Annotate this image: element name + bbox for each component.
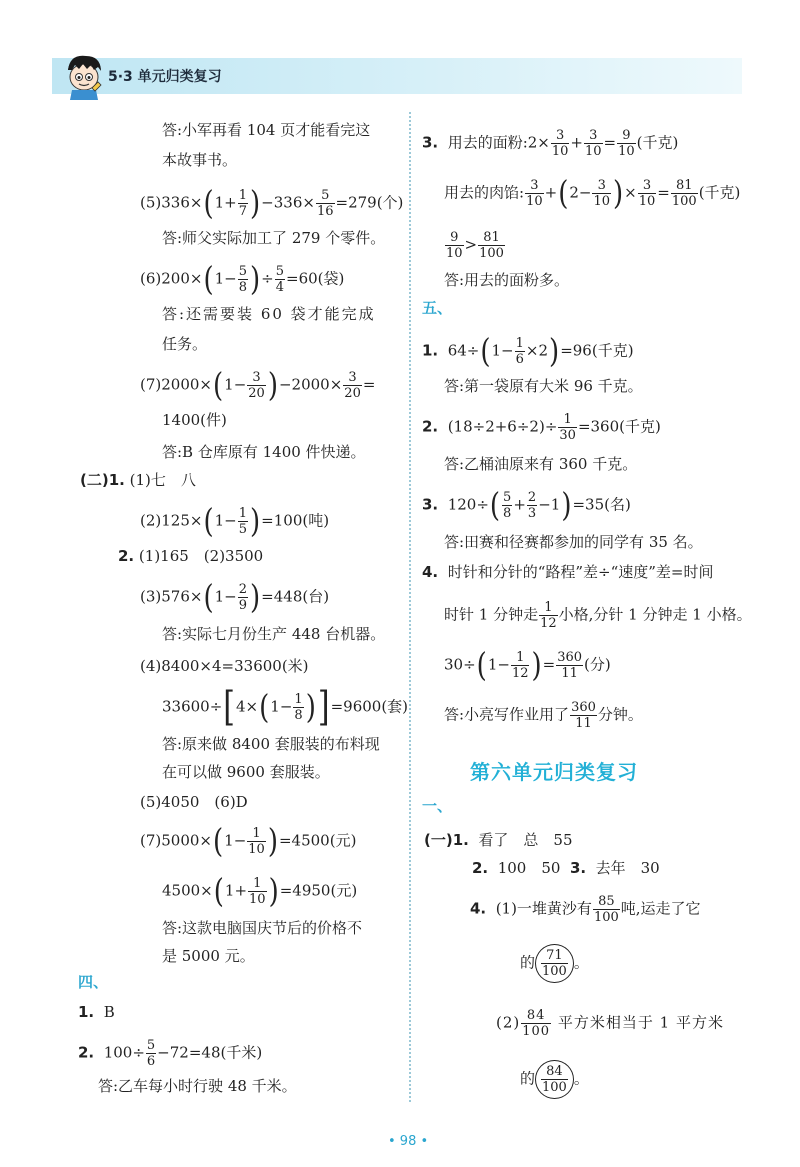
numerator: 3 — [343, 370, 362, 386]
numerator: 5 — [316, 188, 335, 204]
paren: ) — [268, 872, 279, 911]
circled-answer-2 — [520, 1060, 589, 1099]
denominator: 16 — [316, 204, 334, 219]
fraction — [502, 490, 512, 521]
denominator: 6 — [146, 1054, 156, 1069]
eq-text: 1− — [214, 269, 237, 288]
numerator: 1 — [248, 876, 267, 892]
clock-speed-line — [444, 600, 752, 631]
eq-text: =60(袋) — [286, 269, 345, 288]
fraction — [671, 178, 698, 209]
equation-5-4 — [444, 646, 611, 685]
equation-2-2-4b — [162, 683, 409, 731]
eq-text: B — [103, 1003, 115, 1021]
paren: ) — [531, 646, 542, 685]
answer-line: 任务。 — [162, 335, 208, 353]
fraction — [445, 230, 464, 261]
eq-text: + — [544, 183, 558, 202]
paren: ( — [476, 646, 487, 685]
equation-7 — [140, 366, 376, 405]
eq-text: × — [624, 183, 637, 202]
comparison — [444, 230, 506, 261]
fraction — [293, 692, 303, 723]
eq-text: 1− — [224, 375, 247, 394]
fraction — [247, 370, 266, 401]
eq-text: + — [513, 495, 526, 514]
eq-text: −336× — [261, 193, 315, 212]
eq-text: 时针和分针的“路程”差÷“速度”差=时间 — [447, 563, 714, 581]
numerator: 84 — [541, 1064, 568, 1080]
eq-text: 小格,分针 1 分钟走 1 小格。 — [558, 605, 752, 624]
eq-text: (2)125× — [140, 511, 203, 530]
denominator: 9 — [238, 598, 248, 613]
eq-text: = — [603, 133, 617, 152]
item-number: 2. — [422, 417, 439, 436]
denominator: 20 — [344, 386, 361, 401]
paren: ) — [305, 688, 316, 727]
numerator: 360 — [557, 650, 583, 665]
eq-text: 1− — [214, 511, 237, 530]
eq-text: = — [542, 655, 556, 674]
numerator: 1 — [247, 826, 266, 842]
eq-text: 。 — [573, 1069, 589, 1088]
eq-text: (千克) — [698, 183, 741, 202]
fraction — [551, 128, 570, 159]
equation-2-2-4: (4)8400×4=33600(米) — [140, 657, 309, 675]
denominator: 10 — [584, 144, 602, 159]
numerator: 1 — [515, 336, 524, 351]
answer-line: 是 5000 元。 — [162, 947, 255, 965]
denominator: 20 — [248, 386, 265, 401]
fraction — [556, 650, 583, 681]
page-number: • 98 • — [388, 1134, 429, 1149]
eq-text: =96(千克) — [560, 341, 634, 360]
answer-line: 本故事书。 — [162, 151, 238, 169]
eq-text: 看了 总 55 — [478, 831, 573, 849]
question-2-2 — [118, 546, 263, 566]
numerator: 1 — [558, 412, 577, 428]
item-number: (二)1. — [80, 471, 125, 489]
item-number: 3. — [422, 495, 439, 514]
numerator: 3 — [247, 370, 266, 386]
fraction — [316, 188, 335, 219]
eq-text: (1)165 (2)3500 — [138, 547, 264, 565]
paren: ( — [203, 578, 214, 617]
fraction — [146, 1038, 156, 1069]
item-number: 1. — [78, 1003, 95, 1021]
fraction — [527, 490, 537, 521]
denominator: 10 — [593, 194, 611, 209]
eq-text: =279(个) — [335, 193, 404, 212]
eq-text: 。 — [573, 953, 589, 972]
eq-text: 1+ — [224, 881, 248, 900]
eq-text: 100 50 — [497, 859, 561, 877]
eq-text: =4950(元) — [279, 881, 358, 900]
eq-text: 的 — [520, 953, 536, 972]
eq-text: 2− — [569, 183, 592, 202]
numerator: 5 — [146, 1038, 156, 1053]
fraction — [539, 600, 558, 631]
paren: ( — [213, 822, 224, 861]
denominator: 10 — [526, 194, 543, 209]
question-4-2 — [78, 1038, 262, 1069]
denominator: 100 — [542, 1080, 567, 1095]
answer-line: 答:师父实际加工了 279 个零件。 — [162, 229, 386, 247]
denominator: 8 — [238, 280, 248, 295]
paren: ) — [250, 184, 261, 223]
paren: ( — [259, 688, 270, 727]
answer-line: 答:B 仓库原有 1400 件快递。 — [162, 443, 366, 461]
numerator: 9 — [617, 128, 636, 144]
eq-text: 64÷ — [447, 341, 480, 360]
item-number: 4. — [470, 899, 487, 918]
eq-text: 用去的肉馅: — [444, 183, 525, 202]
numerator: 3 — [592, 178, 611, 194]
denominator: 11 — [561, 666, 578, 681]
paren: ( — [203, 502, 214, 541]
equation-2-2-7 — [140, 822, 357, 861]
numerator: 2 — [527, 490, 537, 505]
question-4-1 — [78, 1002, 115, 1022]
fraction — [593, 894, 620, 925]
equation-6 — [140, 260, 345, 299]
eq-text: = — [362, 375, 376, 394]
item-number: 2. — [472, 859, 489, 877]
paren: ( — [480, 332, 491, 371]
denominator: 11 — [575, 716, 592, 731]
numerator: 5 — [275, 264, 285, 279]
bracket: [ — [223, 683, 236, 731]
eq-text: 1− — [491, 341, 514, 360]
eq-text: 1− — [224, 831, 247, 850]
numerator: 1 — [238, 188, 248, 203]
eq-text: 答:小亮写作业用了 — [444, 705, 570, 724]
eq-text: =9600(套) — [330, 697, 409, 716]
denominator: 10 — [618, 144, 635, 159]
question-2-1 — [80, 470, 196, 490]
numerator: 1 — [294, 692, 303, 707]
denominator: 100 — [593, 910, 619, 925]
answer-circle — [535, 1060, 574, 1099]
eq-text: =448(台) — [261, 587, 330, 606]
answer-line — [444, 700, 643, 731]
eq-text: (7)2000× — [140, 375, 212, 394]
paren: ( — [213, 872, 224, 911]
paren: ) — [613, 174, 624, 213]
answer-line: 在可以做 9600 套服装。 — [162, 763, 330, 781]
item-number: 1. — [422, 341, 439, 360]
question-5-1 — [422, 332, 634, 371]
eq-text: 1− — [270, 697, 293, 716]
fraction — [592, 178, 611, 209]
paren: ) — [250, 578, 261, 617]
eq-text: −2000× — [278, 375, 343, 394]
question-6-1-1 — [424, 830, 573, 850]
answer-line: 答:小军再看 104 页才能看完这 — [162, 121, 371, 139]
denominator: 10 — [248, 842, 265, 857]
fraction — [558, 412, 577, 443]
answer-line: 答:实际七月份生产 448 台机器。 — [162, 625, 386, 643]
question-r3 — [422, 128, 678, 159]
denominator: 8 — [294, 708, 303, 723]
denominator: 100 — [542, 964, 567, 979]
eq-text: ÷ — [261, 269, 274, 288]
answer-line: 答:还需要装 60 袋才能完成 — [162, 305, 376, 323]
item-number: 3. — [569, 859, 587, 877]
fraction — [247, 826, 266, 857]
eq-text: (18÷2+6÷2)÷ — [447, 417, 558, 436]
column-divider — [409, 112, 411, 1102]
eq-text: 1− — [214, 587, 237, 606]
denominator: 7 — [238, 204, 248, 219]
equation-2-2-7b — [162, 872, 358, 911]
paren: ) — [250, 260, 261, 299]
circled-answer-1 — [520, 944, 589, 983]
eq-text: + — [570, 133, 583, 152]
fraction — [541, 1064, 568, 1095]
eq-text: 用去的面粉:2× — [447, 133, 550, 152]
numerator: 9 — [445, 230, 464, 246]
boy-mascot-icon — [58, 50, 108, 100]
eq-text: =100(吨) — [261, 511, 330, 530]
denominator: 10 — [638, 194, 656, 209]
eq-text: 30÷ — [444, 655, 476, 674]
fraction — [521, 1008, 551, 1039]
denominator: 4 — [275, 280, 285, 295]
paren: ( — [203, 184, 214, 223]
fraction — [638, 178, 657, 209]
eq-text: 时针 1 分钟走 — [444, 605, 539, 624]
paren: ( — [213, 366, 224, 405]
denominator: 100 — [671, 194, 697, 209]
eq-text: (1)一堆黄沙有 — [495, 899, 592, 918]
eq-text: (千克) — [636, 133, 679, 152]
question-6-1-4b — [496, 1008, 724, 1039]
eq-text: =4500(元) — [278, 831, 357, 850]
bracket: ] — [317, 683, 330, 731]
numerator: 360 — [571, 700, 596, 715]
item-number: 2. — [118, 547, 135, 565]
denominator: 30 — [559, 428, 576, 443]
denominator: 10 — [551, 144, 569, 159]
question-5-3 — [422, 486, 631, 525]
eq-text: −1 — [538, 495, 561, 514]
eq-text: 4× — [236, 697, 259, 716]
denominator: 12 — [511, 666, 529, 681]
numerator: 81 — [671, 178, 698, 194]
fraction — [570, 700, 597, 731]
section-5-heading: 五、 — [422, 299, 453, 317]
denominator: 100 — [479, 246, 504, 261]
paren: ) — [267, 822, 278, 861]
item-number: 4. — [422, 563, 439, 581]
numerator: 5 — [238, 264, 248, 279]
question-6-1-2 — [472, 858, 660, 878]
denominator: 10 — [446, 246, 463, 261]
answer-line: 答:田赛和径赛都参加的同学有 35 名。 — [444, 533, 703, 551]
eq-text: 吨,运走了它 — [620, 899, 701, 918]
item-number: (一)1. — [424, 831, 469, 849]
answer-line: 答:用去的面粉多。 — [444, 271, 570, 289]
eq-text: 33600÷ — [162, 697, 223, 716]
equation-meat — [444, 174, 741, 213]
answer-line: 答:原来做 8400 套服装的布料现 — [162, 735, 380, 753]
fraction — [275, 264, 285, 295]
numerator: 5 — [503, 490, 512, 505]
fraction — [617, 128, 636, 159]
fraction — [515, 336, 525, 367]
denominator: 100 — [522, 1024, 551, 1039]
equation-2-2-3 — [140, 578, 330, 617]
paren: ) — [267, 366, 278, 405]
eq-text: 的 — [520, 1069, 536, 1088]
answer-line: 答:这款电脑国庆节后的价格不 — [162, 919, 363, 937]
unit-6-title: 第六单元归类复习 — [470, 760, 638, 784]
header-title: 5·3 单元归类复习 — [108, 69, 222, 85]
numerator: 84 — [521, 1008, 551, 1024]
item-number: 3. — [422, 133, 439, 152]
numerator: 2 — [238, 582, 248, 597]
numerator: 3 — [551, 128, 570, 144]
fraction — [478, 230, 505, 261]
eq-text: > — [464, 235, 478, 254]
fraction — [511, 650, 530, 681]
fraction — [541, 948, 568, 979]
numerator: 3 — [525, 178, 544, 194]
answer-line: 答:第一袋原有大米 96 千克。 — [444, 377, 643, 395]
fraction — [584, 128, 603, 159]
eq-text: = — [657, 183, 670, 202]
numerator: 3 — [584, 128, 603, 144]
answer-line: 答:乙桶油原来有 360 千克。 — [444, 455, 638, 473]
answer-circle — [535, 944, 574, 983]
numerator: 1 — [539, 600, 558, 616]
eq-text: =360(千克) — [577, 417, 661, 436]
eq-text: (分) — [584, 655, 611, 674]
eq-text: (1)七 八 — [129, 471, 196, 489]
eq-text: 120÷ — [447, 495, 489, 514]
fraction — [248, 876, 267, 907]
denominator: 6 — [515, 352, 524, 367]
denominator: 3 — [527, 506, 537, 521]
eq-text: ×2 — [525, 341, 549, 360]
paren: ( — [203, 260, 214, 299]
item-number: 2. — [78, 1043, 95, 1062]
numerator: 1 — [238, 506, 248, 521]
denominator: 12 — [540, 616, 557, 631]
eq-text: =35(名) — [572, 495, 631, 514]
eq-text: 平方米相当于 1 平方米 — [557, 1013, 724, 1032]
denominator: 10 — [249, 892, 266, 907]
eq-text: (3)576× — [140, 587, 203, 606]
paren: ) — [561, 486, 572, 525]
eq-text: (5)336× — [140, 193, 203, 212]
eq-text: 100÷ — [103, 1043, 145, 1062]
fraction — [238, 188, 248, 219]
numerator: 1 — [511, 650, 530, 666]
section-1-heading: 一、 — [422, 797, 453, 815]
fraction — [238, 582, 248, 613]
denominator: 8 — [503, 506, 512, 521]
equation-5 — [140, 184, 404, 223]
eq-text: (2) — [496, 1013, 521, 1032]
paren: ) — [250, 502, 261, 541]
eq-text: 4500× — [162, 881, 213, 900]
eq-text: 分钟。 — [597, 705, 643, 724]
fraction — [525, 178, 544, 209]
numerator: 3 — [638, 178, 657, 194]
eq-text: −72=48(千米) — [157, 1043, 263, 1062]
eq-text: (7)5000× — [140, 831, 212, 850]
numerator: 81 — [478, 230, 505, 246]
denominator: 5 — [238, 522, 248, 537]
eq-text: 1+ — [214, 193, 237, 212]
question-5-2 — [422, 412, 661, 443]
equation-2-2-5: (5)4050 (6)D — [140, 793, 248, 811]
eq-text: (6)200× — [140, 269, 203, 288]
numerator: 85 — [593, 894, 620, 910]
fraction — [343, 370, 362, 401]
eq-text: 1− — [487, 655, 510, 674]
question-6-1-4 — [470, 894, 701, 925]
paren: ( — [489, 486, 501, 525]
question-5-4 — [422, 562, 714, 582]
answer-line: 答:乙车每小时行驶 48 千米。 — [98, 1077, 297, 1095]
section-4-heading: 四、 — [78, 973, 109, 991]
equation-2-1-2 — [140, 502, 330, 541]
fraction — [238, 506, 248, 537]
paren: ) — [549, 332, 560, 371]
equation-result: 1400(件) — [162, 411, 227, 429]
fraction — [238, 264, 248, 295]
eq-text: 去年 30 — [595, 859, 660, 877]
paren: ( — [558, 174, 569, 213]
numerator: 71 — [541, 948, 568, 964]
